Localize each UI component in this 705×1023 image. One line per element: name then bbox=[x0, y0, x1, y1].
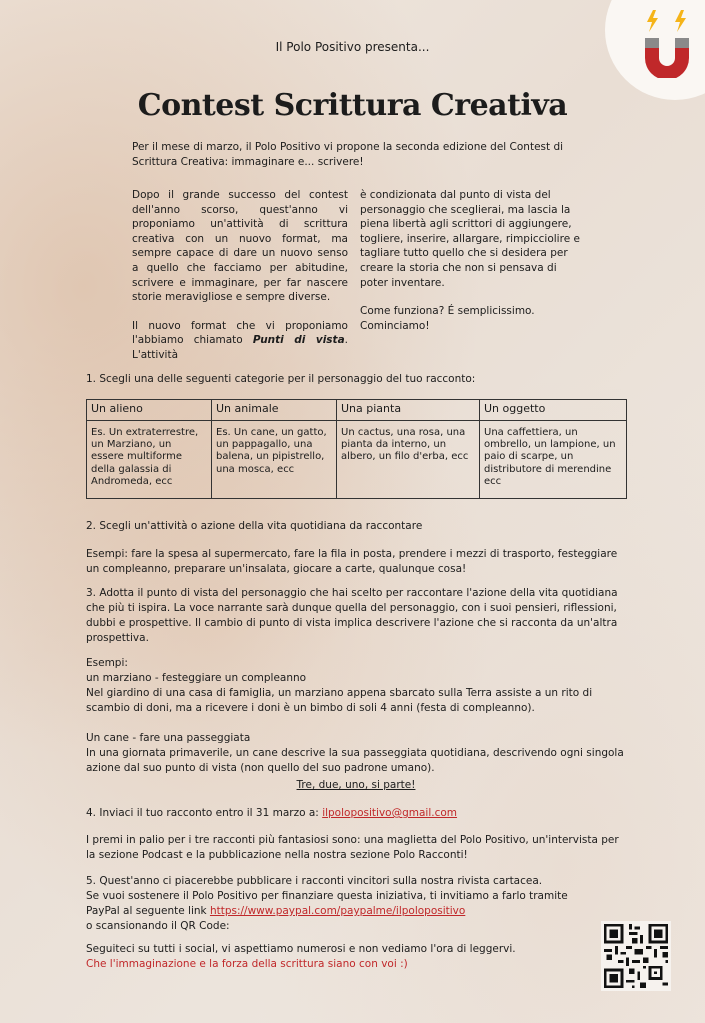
table-header-cell: Un animale bbox=[212, 400, 337, 421]
closing-line-2: Che l'immaginazione e la forza della scrittura siano con voi :) bbox=[86, 958, 408, 970]
right-column bbox=[360, 188, 580, 347]
format-name: Punti di vista bbox=[252, 334, 345, 347]
qr-code-icon[interactable] bbox=[601, 921, 671, 991]
left-paragraph-1: Dopo il grande successo del contest dell'anno scorso, quest'anno vi proponiamo un'attività di scrittura creativa con un nuovo format, ma sempre capace di dare un nuovo senso a quello che facciamo per abitudine, scrivere e immaginare, per far nascere storie meravigliose e sempre diverse. bbox=[132, 189, 348, 304]
example-2-title: Un cane - fare una passeggiata bbox=[86, 732, 251, 744]
table-cell: Un cactus, una rosa, una pianta da interno, un albero, un filo d'erba, ecc bbox=[337, 421, 480, 499]
closing-line-1: Seguiteci su tutti i social, vi aspettiamo numerosi e non vediamo l'ora di leggervi. bbox=[86, 943, 516, 955]
table-cell: Una caffettiera, un ombrello, un lampione, un paio di scarpe, un distributore di merendine ecc bbox=[480, 421, 627, 499]
presenta-line: Il Polo Positivo presenta... bbox=[275, 40, 430, 54]
table-cell: Es. Un cane, un gatto, un pappagallo, una balena, un pipistrello, una mosca, ecc bbox=[212, 421, 337, 499]
step-5: 5. Quest'anno ci piacerebbe pubblicare i racconti vincitori sulla nostra rivista cartacea. Se vuoi sostenere il Polo Positivo per finanziare questa iniziativa, ti invitiamo a farlo tramite PayPal al seguente link https://www.paypal.com/paypalme/ilpolopositivo o scansionando il QR Code: bbox=[86, 875, 568, 932]
step-3-examples bbox=[86, 656, 626, 776]
table-header-cell: Un alieno bbox=[87, 400, 212, 421]
step-2: 2. Scegli un'attività o azione della vita quotidiana da raccontare bbox=[86, 520, 423, 532]
step-3: 3. Adotta il punto di vista del personaggio che hai scelto per raccontare l'azione della vita quotidiana che più ti ispira. La voce narrante sarà dunque quella del personaggio, con i suoi pensieri, riflessioni, dubbi e prospettive. Il cambio di punto di vista implica descrivere l'azione che si racconta da un'altra prospettiva. bbox=[86, 587, 618, 644]
prizes-paragraph: I premi in palio per i tre racconti più fantasiosi sono: una maglietta del Polo Positivo, un'intervista per la sezione Podcast e la pubblicazione nella nostra sezione Polo Racconti! bbox=[86, 834, 619, 861]
example-1-text: Nel giardino di una casa di famiglia, un marziano appena sbarcato sulla Terra assiste a un rito di scambio di doni, ma a ricevere i doni è un bimbo di soli 4 anni (festa di compleanno). bbox=[86, 687, 593, 714]
step-4: 4. Inviaci il tuo racconto entro il 31 marzo a: ilpolopositivo@gmail.com bbox=[86, 807, 458, 819]
countdown-line: Tre, due, uno, si parte! bbox=[296, 779, 416, 791]
left-paragraph-2: Il nuovo format che vi proponiamo l'abbiamo chiamato Punti di vista. L'attività bbox=[132, 319, 348, 361]
table-cell: Es. Un extraterrestre, un Marziano, un essere multiforme della galassia di Andromeda, ecc bbox=[87, 421, 212, 499]
examples-label: Esempi: bbox=[86, 657, 128, 669]
paypal-link[interactable]: https://www.paypal.com/paypalme/ilpolopositivo bbox=[209, 905, 466, 917]
closing bbox=[86, 942, 626, 972]
step-2-examples: Esempi: fare la spesa al supermercato, fare la fila in posta, prendere i mezzi di trasporto, festeggiare un compleanno, preparare un'insalata, giocare a carte, qualunque cosa! bbox=[86, 548, 618, 575]
table-header-cell: Un oggetto bbox=[480, 400, 627, 421]
table-header-cell: Una pianta bbox=[337, 400, 480, 421]
left-column bbox=[132, 188, 348, 377]
category-table bbox=[86, 399, 627, 499]
example-1-title: un marziano - festeggiare un compleanno bbox=[86, 672, 307, 684]
page-title: Contest Scrittura Creativa bbox=[137, 88, 568, 123]
right-paragraph-2: Come funziona? É semplicissimo. Cominciamo! bbox=[360, 305, 535, 332]
step-1: 1. Scegli una delle seguenti categorie per il personaggio del tuo racconto: bbox=[86, 373, 476, 385]
example-2-text: In una giornata primaverile, un cane descrive la sua passeggiata quotidiana, descrivendo ogni singola azione dal suo punto di vista (non quello del suo padrone umano). bbox=[86, 747, 624, 774]
email-link[interactable]: ilpolopositivo@gmail.com bbox=[322, 807, 458, 819]
right-paragraph-1: è condizionata dal punto di vista del personaggio che sceglierai, ma lascia la piena libertà agli scrittori di aggiungere, togliere, inserire, allargare, rimpicciolire e tagliare tutto quello che si desidera per creare la storia che non si pensava di poter inventare. bbox=[360, 189, 580, 289]
intro-paragraph: Per il mese di marzo, il Polo Positivo vi propone la seconda edizione del Contest di Scrittura Creativa: immaginare e... scrivere! bbox=[132, 141, 564, 168]
